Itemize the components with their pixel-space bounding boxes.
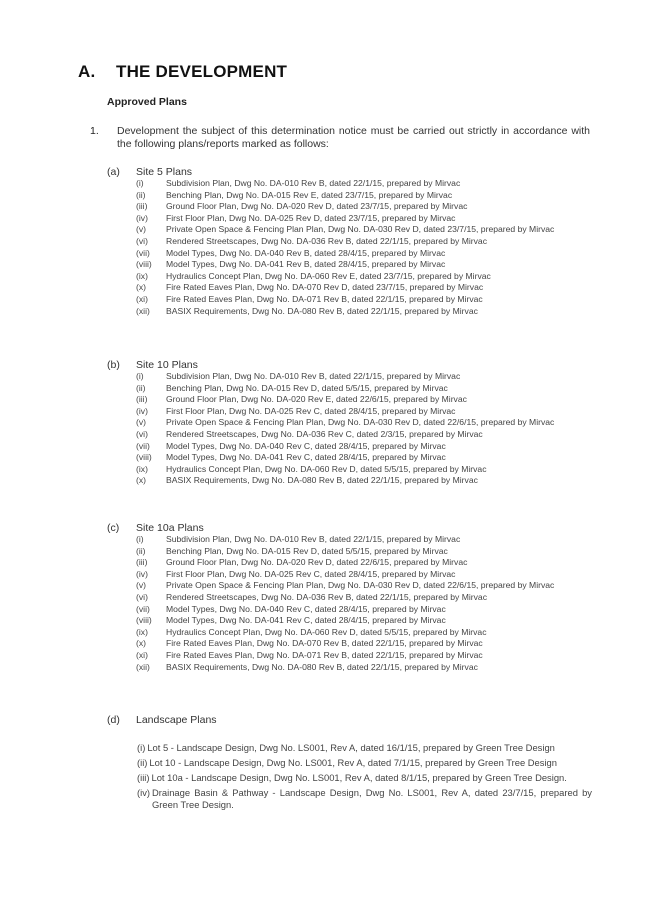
plan-item-number: (ii) — [137, 757, 148, 768]
plan-item-number: (xi) — [136, 293, 148, 304]
plan-list — [136, 371, 591, 487]
group-label: (d) — [107, 714, 120, 726]
plan-item-text: Subdivision Plan, Dwg No. DA-010 Rev B, dated 22/1/15, prepared by Mirvac — [166, 371, 461, 381]
plan-item-number: (xi) — [136, 649, 148, 660]
plan-item — [136, 236, 591, 248]
condition-text: Development the subject of this determination notice must be carried out strictly in accordance with the following plans/reports marked as follows: — [117, 125, 590, 150]
plan-item-number: (vii) — [136, 603, 150, 614]
plan-item-text: Rendered Streetscapes, Dwg No. DA-036 Rev B, dated 22/1/15, prepared by Mirvac — [166, 591, 488, 602]
plan-item — [136, 271, 591, 283]
plan-item-text: BASIX Requirements, Dwg No. DA-080 Rev B, dated 22/1/15, prepared by Mirvac — [166, 661, 478, 672]
plan-item-text: Model Types, Dwg No. DA-040 Rev B, dated 28/4/15, prepared by Mirvac — [166, 247, 446, 258]
plan-item-text: Fire Rated Eaves Plan, Dwg No. DA-071 Rev B, dated 22/1/15, prepared by Mirvac — [166, 293, 483, 304]
plan-item — [136, 546, 591, 558]
section-heading — [78, 62, 287, 82]
plan-item-text: BASIX Requirements, Dwg No. DA-080 Rev B, dated 22/1/15, prepared by Mirvac — [166, 475, 478, 486]
plan-item-text: Lot 10a - Landscape Design, Dwg No. LS001, Rev A, dated 8/1/15, prepared by Green Tree Design. — [151, 772, 567, 783]
plan-item-text: Model Types, Dwg No. DA-041 Rev C, dated 28/4/15, prepared by Mirvac — [166, 452, 446, 463]
plan-item — [137, 757, 592, 769]
plan-item-number: (viii) — [136, 615, 152, 626]
plan-item-text: Private Open Space & Fencing Plan Plan, Dwg No. DA-030 Rev D, dated 23/7/15, prepared by Mirvac — [166, 224, 555, 235]
plan-item-number: (vii) — [136, 247, 150, 258]
plan-item — [137, 787, 592, 811]
plan-item-text: Lot 5 - Landscape Design, Dwg No. LS001, Rev A, dated 16/1/15, prepared by Green Tree Design — [147, 742, 555, 753]
plan-item — [136, 441, 591, 453]
group-label: (a) — [107, 166, 120, 178]
plan-item — [136, 417, 591, 429]
plan-item-text: Hydraulics Concept Plan, Dwg No. DA-060 Rev E, dated 23/7/15, prepared by Mirvac — [166, 270, 491, 281]
plan-item — [136, 429, 591, 441]
plan-item-text: Benching Plan, Dwg No. DA-015 Rev D, dated 5/5/15, prepared by Mirvac — [166, 382, 448, 393]
group-title: Landscape Plans — [136, 714, 217, 726]
plan-item — [136, 475, 591, 487]
plan-item-number: (i) — [136, 371, 144, 381]
plan-item-text: Fire Rated Eaves Plan, Dwg No. DA-070 Rev B, dated 22/1/15, prepared by Mirvac — [166, 638, 483, 649]
plan-item-number: (iv) — [136, 405, 148, 416]
plan-item-number: (x) — [136, 282, 147, 293]
plan-item — [136, 406, 591, 418]
plan-item — [136, 190, 591, 202]
plan-item-text: Model Types, Dwg No. DA-040 Rev C, dated 28/4/15, prepared by Mirvac — [166, 440, 446, 451]
plan-item-text: Model Types, Dwg No. DA-040 Rev C, dated 28/4/15, prepared by Mirvac — [166, 603, 446, 614]
plan-item — [136, 650, 591, 662]
plan-item-number: (ix) — [136, 626, 148, 637]
plan-item-number: (vi) — [136, 428, 148, 439]
plan-item-number: (v) — [136, 224, 147, 235]
plan-item — [136, 224, 591, 236]
plan-item-text: Private Open Space & Fencing Plan Plan, Dwg No. DA-030 Rev D, dated 22/6/15, prepared by Mirvac — [166, 580, 555, 591]
plan-item-text: Benching Plan, Dwg No. DA-015 Rev E, dated 23/7/15, prepared by Mirvac — [166, 189, 453, 200]
plan-item — [136, 306, 591, 318]
group-title: Site 5 Plans — [136, 166, 193, 178]
plan-item-number: (iv) — [136, 212, 148, 223]
plan-item-text: Private Open Space & Fencing Plan Plan, Dwg No. DA-030 Rev D, dated 22/6/15, prepared by Mirvac — [166, 417, 555, 428]
plan-item — [136, 371, 591, 383]
plan-item-text: First Floor Plan, Dwg No. DA-025 Rev C, dated 28/4/15, prepared by Mirvac — [166, 568, 456, 579]
plan-item-number: (xii) — [136, 305, 150, 316]
plan-item-number: (v) — [136, 417, 147, 428]
plan-item — [136, 615, 591, 627]
plan-item-number: (ii) — [136, 545, 146, 556]
plan-item-text: Drainage Basin & Pathway - Landscape Design, Dwg No. LS001, Rev A, dated 23/7/15, prepared by Green Tree Design. — [152, 787, 592, 810]
plan-item-text: Hydraulics Concept Plan, Dwg No. DA-060 Rev D, dated 5/5/15, prepared by Mirvac — [166, 626, 487, 637]
plan-item — [136, 604, 591, 616]
plan-item-number: (vii) — [136, 440, 150, 451]
plan-item-text: Fire Rated Eaves Plan, Dwg No. DA-071 Rev B, dated 22/1/15, prepared by Mirvac — [166, 649, 483, 660]
plan-item — [137, 772, 592, 784]
plan-item — [136, 580, 591, 592]
plan-item-text: Lot 10 - Landscape Design, Dwg No. LS001, Rev A, dated 7/1/15, prepared by Green Tree Design — [149, 757, 557, 768]
plan-item-number: (ii) — [136, 382, 146, 393]
plan-item-number: (iii) — [136, 201, 148, 212]
plan-item — [136, 259, 591, 271]
plan-item-number: (viii) — [136, 452, 152, 463]
plan-item-text: BASIX Requirements, Dwg No. DA-080 Rev B, dated 22/1/15, prepared by Mirvac — [166, 305, 478, 316]
section-letter: A. — [78, 62, 96, 81]
plan-item-number: (ix) — [136, 270, 148, 281]
plan-item — [136, 569, 591, 581]
group-title: Site 10a Plans — [136, 522, 204, 534]
plan-item-number: (iii) — [137, 772, 150, 783]
plan-item-text: First Floor Plan, Dwg No. DA-025 Rev D, dated 23/7/15, prepared by Mirvac — [166, 212, 456, 223]
section-title: THE DEVELOPMENT — [116, 62, 288, 81]
plan-item-number: (ix) — [136, 463, 148, 474]
plan-item-number: (i) — [136, 534, 144, 544]
plan-item-text: Subdivision Plan, Dwg No. DA-010 Rev B, dated 22/1/15, prepared by Mirvac — [166, 178, 461, 188]
plan-item-text: Model Types, Dwg No. DA-041 Rev B, dated 28/4/15, prepared by Mirvac — [166, 259, 446, 270]
plan-item-number: (iii) — [136, 394, 148, 405]
plan-item-text: Benching Plan, Dwg No. DA-015 Rev D, dated 5/5/15, prepared by Mirvac — [166, 545, 448, 556]
plan-item — [136, 294, 591, 306]
plan-item-text: Model Types, Dwg No. DA-041 Rev C, dated 28/4/15, prepared by Mirvac — [166, 615, 446, 626]
plan-item — [136, 248, 591, 260]
plan-item-number: (iv) — [137, 787, 151, 798]
plan-item-number: (vi) — [136, 591, 148, 602]
plan-item — [137, 742, 592, 754]
plan-item-number: (i) — [137, 742, 146, 753]
plan-item-number: (iii) — [136, 557, 148, 568]
landscape-plan-list — [137, 742, 592, 814]
plan-item — [136, 282, 591, 294]
plan-item — [136, 394, 591, 406]
plan-item-number: (ii) — [136, 189, 146, 200]
plan-item — [136, 452, 591, 464]
plan-item-number: (i) — [136, 178, 144, 188]
condition-number: 1. — [90, 125, 99, 137]
plan-item-number: (x) — [136, 638, 147, 649]
plan-item-number: (vi) — [136, 235, 148, 246]
plan-item-text: Subdivision Plan, Dwg No. DA-010 Rev B, dated 22/1/15, prepared by Mirvac — [166, 534, 461, 544]
approved-plans-heading: Approved Plans — [107, 96, 187, 108]
plan-item-text: Ground Floor Plan, Dwg No. DA-020 Rev D, dated 23/7/15, prepared by Mirvac — [166, 201, 468, 212]
plan-item — [136, 534, 591, 546]
plan-item-number: (iv) — [136, 568, 148, 579]
plan-list — [136, 534, 591, 673]
plan-item — [136, 201, 591, 213]
plan-item-number: (xii) — [136, 661, 150, 672]
plan-item — [136, 383, 591, 395]
plan-item-text: Ground Floor Plan, Dwg No. DA-020 Rev D, dated 22/6/15, prepared by Mirvac — [166, 557, 468, 568]
plan-item-text: Fire Rated Eaves Plan, Dwg No. DA-070 Rev D, dated 23/7/15, prepared by Mirvac — [166, 282, 484, 293]
plan-item — [136, 557, 591, 569]
plan-item — [136, 213, 591, 225]
plan-item-number: (v) — [136, 580, 147, 591]
group-label: (b) — [107, 359, 120, 371]
plan-item — [136, 464, 591, 476]
group-label: (c) — [107, 522, 120, 534]
plan-item — [136, 662, 591, 674]
plan-item — [136, 592, 591, 604]
group-title: Site 10 Plans — [136, 359, 198, 371]
plan-list — [136, 178, 591, 317]
plan-item-text: Hydraulics Concept Plan, Dwg No. DA-060 Rev D, dated 5/5/15, prepared by Mirvac — [166, 463, 487, 474]
plan-item-number: (viii) — [136, 259, 152, 270]
plan-item-text: First Floor Plan, Dwg No. DA-025 Rev C, dated 28/4/15, prepared by Mirvac — [166, 405, 456, 416]
plan-item — [136, 638, 591, 650]
plan-item-text: Rendered Streetscapes, Dwg No. DA-036 Rev C, dated 2/3/15, prepared by Mirvac — [166, 428, 483, 439]
plan-item — [136, 178, 591, 190]
plan-item-text: Ground Floor Plan, Dwg No. DA-020 Rev E, dated 22/6/15, prepared by Mirvac — [166, 394, 467, 405]
plan-item — [136, 627, 591, 639]
plan-item-number: (x) — [136, 475, 147, 486]
plan-item-text: Rendered Streetscapes, Dwg No. DA-036 Rev B, dated 22/1/15, prepared by Mirvac — [166, 235, 488, 246]
